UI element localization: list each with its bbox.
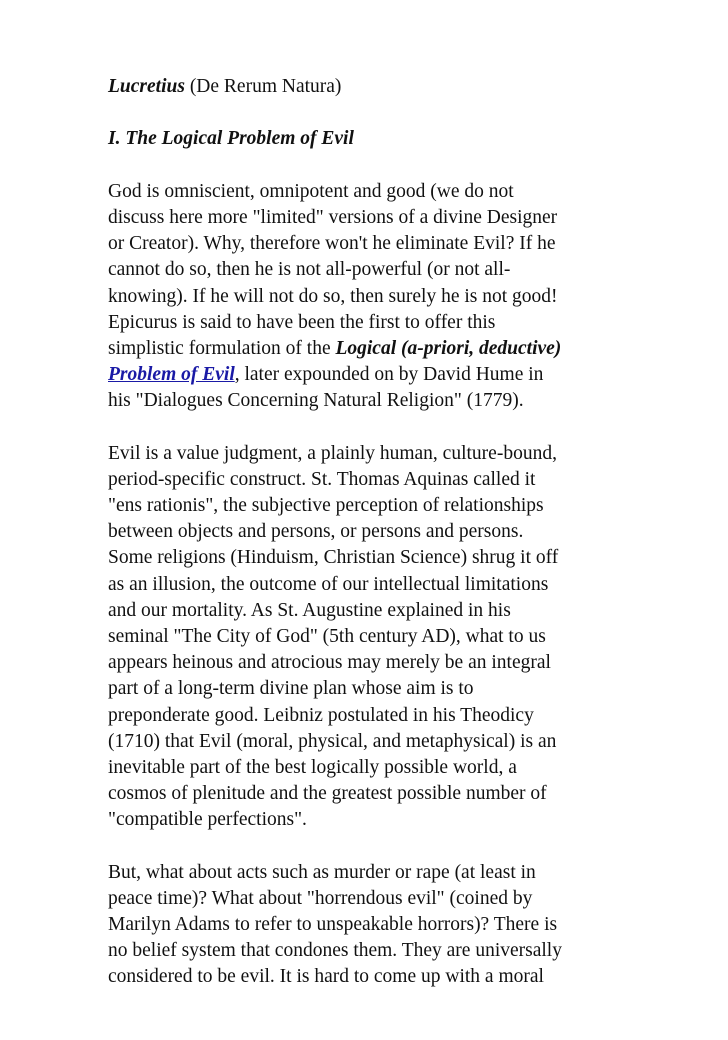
document-header <box>108 74 628 100</box>
spacer <box>108 833 628 859</box>
text-line: preponderate good. Leibniz postulated in his Theodicy <box>108 704 534 726</box>
problem-of-evil-link[interactable]: Problem of Evil <box>108 364 235 386</box>
text-line: between objects and persons, or persons and persons. <box>108 521 524 543</box>
text-line: "compatible perfections". <box>108 809 307 831</box>
text-line: cosmos of plenitude and the greatest possible number of <box>108 783 547 805</box>
document-page <box>108 74 628 991</box>
paragraph-2 <box>108 441 628 834</box>
text-line: Marilyn Adams to refer to unspeakable horrors)? There is <box>108 914 558 935</box>
section-title: I. The Logical Problem of Evil <box>108 128 354 150</box>
text-fragment: simplistic formulation of the <box>108 337 336 359</box>
text-line: Some religions (Hinduism, Christian Science) shrug it off <box>108 547 559 569</box>
text-line: appears heinous and atrocious may merely be an integral <box>108 652 551 674</box>
text-line: and our mortality. As St. Augustine explained in his <box>108 599 511 621</box>
text-line <box>108 362 628 388</box>
text-line: part of a long-term divine plan whose aim is to <box>108 678 474 700</box>
text-line: God is omniscient, omnipotent and good (we do not <box>108 180 514 202</box>
text-line: knowing). If he will not do so, then surely he is not good! <box>108 285 558 307</box>
text-line: But, what about acts such as murder or rape (at least in <box>108 861 536 883</box>
text-line: period-specific construct. St. Thomas Aquinas called it <box>108 468 536 490</box>
paragraph-3 <box>108 860 628 991</box>
text-line: peace time)? What about "horrendous evil" (coined by <box>108 887 533 909</box>
text-line: his "Dialogues Concerning Natural Religion" (1779). <box>108 390 524 412</box>
text-line: (1710) that Evil (moral, physical, and metaphysical) is an <box>108 730 557 752</box>
text-line: Epicurus is said to have been the first to offer this <box>108 311 496 333</box>
text-line: as an illusion, the outcome of our intellectual limitations <box>108 573 549 595</box>
spacer <box>108 414 628 440</box>
text-line: or Creator). Why, therefore won't he eliminate Evil? If he <box>108 233 556 255</box>
text-line <box>108 336 628 362</box>
text-line: considered to be evil. It is hard to come up with a moral <box>108 966 544 988</box>
text-line: cannot do so, then he is not all-powerful (or not all- <box>108 259 511 281</box>
text-line: no belief system that condones them. They are universally <box>108 940 562 962</box>
paragraph-1 <box>108 179 628 415</box>
spacer <box>108 100 628 126</box>
text-line: inevitable part of the best logically possible world, a <box>108 756 517 778</box>
spacer <box>108 153 628 179</box>
work-title: (De Rerum Natura) <box>184 76 342 97</box>
text-line: "ens rationis", the subjective perception of relationships <box>108 495 544 516</box>
text-line: seminal "The City of God" (5th century AD), what to us <box>108 625 546 647</box>
emphasis-logical: Logical (a-priori, deductive) <box>335 337 562 359</box>
text-line: discuss here more "limited" versions of a divine Designer <box>108 206 558 228</box>
author-name: Lucretius <box>108 76 185 97</box>
text-line: Evil is a value judgment, a plainly human, culture-bound, <box>108 442 557 464</box>
text-fragment: , later expounded on by David Hume in <box>234 364 544 386</box>
